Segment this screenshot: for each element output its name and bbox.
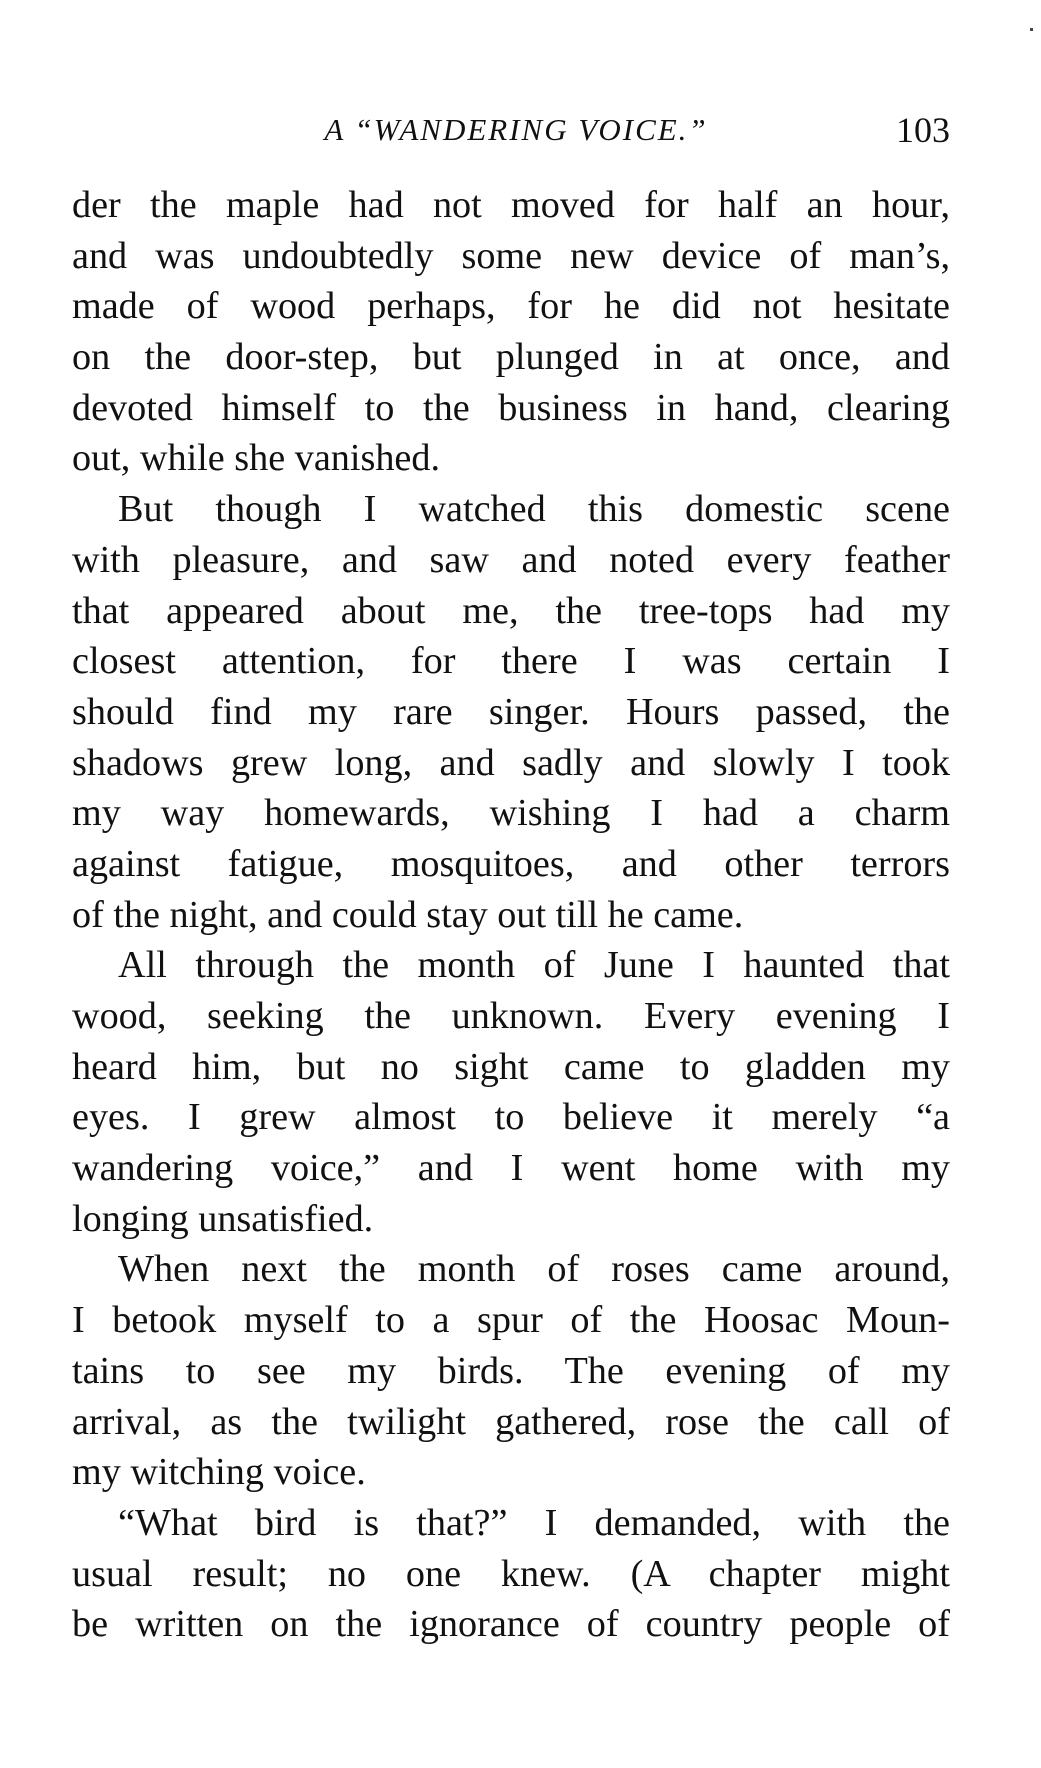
running-title: A “WANDERING VOICE.”	[324, 112, 708, 147]
scan-speck	[1030, 28, 1033, 31]
text-line: I betook myself to a spur of the Hoosac Moun-	[72, 1299, 950, 1342]
text-line: closest attention, for there I was certain I	[72, 640, 950, 683]
text-line: longing unsatisfied.	[72, 1197, 374, 1240]
text-line: “What bird is that?” I demanded, with the	[118, 1501, 950, 1544]
text-line: out, while she vanished.	[72, 437, 441, 480]
text-line: tains to see my birds. The evening of my	[72, 1349, 950, 1392]
text-line: my witching voice.	[72, 1451, 366, 1494]
text-line: eyes. I grew almost to believe it merely “a	[72, 1096, 950, 1139]
text-line: arrival, as the twilight gathered, rose the call of	[72, 1400, 950, 1443]
body-text	[72, 180, 950, 1650]
text-line: But though I watched this domestic scene	[118, 488, 950, 531]
page-number: 103	[896, 110, 950, 150]
page-header	[72, 108, 950, 152]
text-line: All through the month of June I haunted that	[118, 944, 950, 987]
text-line: When next the month of roses came around,	[118, 1248, 950, 1291]
text-line: with pleasure, and saw and noted every feather	[72, 538, 950, 581]
text-line: usual result; no one knew. (A chapter might	[72, 1552, 950, 1595]
text-line: be written on the ignorance of country people of	[72, 1603, 950, 1646]
text-line: and was undoubtedly some new device of man’s,	[72, 234, 950, 277]
text-line: on the door-step, but plunged in at once, and	[72, 336, 950, 379]
text-line: heard him, but no sight came to gladden my	[72, 1045, 950, 1088]
text-line: wood, seeking the unknown. Every evening I	[72, 995, 950, 1037]
text-line: against fatigue, mosquitoes, and other terrors	[72, 842, 950, 885]
text-line: wandering voice,” and I went home with my	[72, 1147, 950, 1190]
text-line: of the night, and could stay out till he came.	[72, 893, 744, 936]
text-line: shadows grew long, and sadly and slowly I took	[72, 741, 950, 784]
text-line: devoted himself to the business in hand, clearing	[72, 386, 950, 429]
text-line: should find my rare singer. Hours passed, the	[72, 690, 950, 733]
text-line: der the maple had not moved for half an hour,	[72, 184, 950, 226]
text-line: made of wood perhaps, for he did not hesitate	[72, 285, 950, 328]
text-line: that appeared about me, the tree-tops had my	[72, 589, 950, 632]
text-line: my way homewards, wishing I had a charm	[72, 792, 950, 835]
